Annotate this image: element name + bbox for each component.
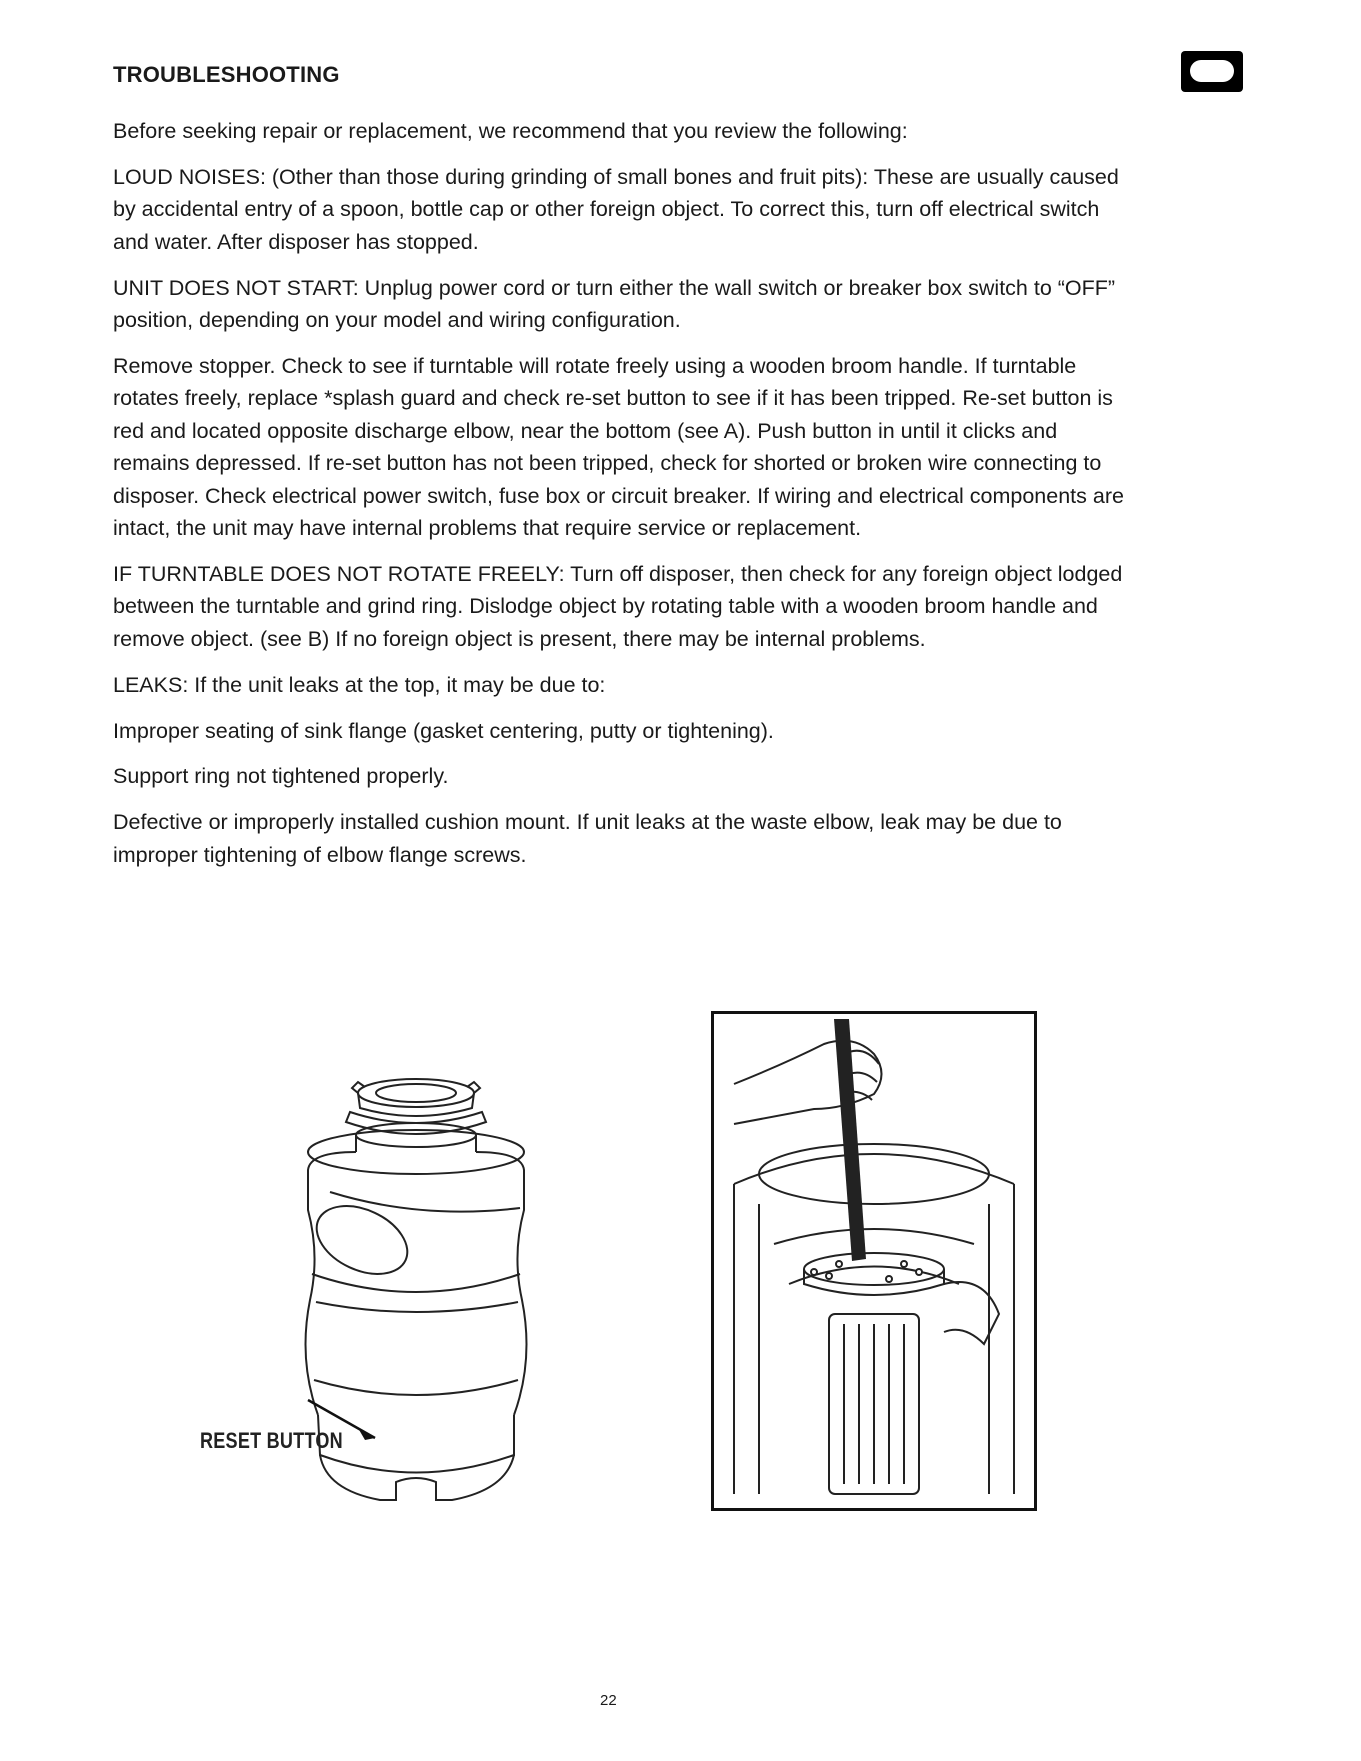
disposer-illustration-icon	[190, 1060, 570, 1540]
paragraph-unit-does-not-start: UNIT DOES NOT START: Unplug power cord or turn either the wall switch or breaker box switch to “OFF” position, depending on your model and wiring configuration.	[113, 275, 1116, 333]
language-tab-icon	[1181, 51, 1243, 92]
troubleshooting-text	[113, 115, 1133, 885]
paragraph-intro: Before seeking repair or replacement, we recommend that you review the following:	[113, 119, 908, 143]
page-heading: TROUBLESHOOTING	[113, 62, 340, 87]
paragraph-loud-noises: LOUD NOISES: (Other than those during grinding of small bones and fruit pits): These are usually caused by accidental entry of a spoon, bottle cap or other foreign object. To correct this, turn off electrical switch and water. After disposer has stopped.	[113, 164, 1119, 254]
paragraph-leaks: LEAKS: If the unit leaks at the top, it may be due to:	[113, 672, 606, 697]
paragraph-sink-flange: Improper seating of sink flange (gasket centering, putty or tightening).	[113, 718, 774, 743]
page-number: 22	[600, 1692, 617, 1709]
turntable-figure	[711, 1011, 1037, 1511]
paragraph-support-ring: Support ring not tightened properly.	[113, 764, 449, 789]
broom-handle-turntable-illustration-icon	[714, 1014, 1034, 1508]
paragraph-remove-stopper: Remove stopper. Check to see if turntable will rotate freely using a wooden broom handle. If turntable rotates freely, replace *splash guard and check re-set button to see if it has been tripped. Re-set button is red and located opposite discharge elbow, near the bottom (see A). Push button in until it clicks and remains depressed. If re-set button has not been tripped, check for shorted or broken wire connecting to disposer. Check electrical power switch, fuse box or circuit breaker. If wiring and electrical components are intact, the unit may have internal problems that require service or replacement.	[113, 353, 1124, 540]
reset-button-label: RESET BUTTON	[200, 1428, 343, 1453]
paragraph-turntable: IF TURNTABLE DOES NOT ROTATE FREELY: Turn off disposer, then check for any foreign object lodged between the turntable and grind ring. Dislodge object by rotating table with a wooden broom handle and remove object. (see B) If no foreign object is present, there may be internal problems.	[113, 561, 1123, 651]
paragraph-cushion-mount: Defective or improperly installed cushion mount. If unit leaks at the waste elbow, leak may be due to improper tightening of elbow flange screws.	[113, 810, 1062, 867]
